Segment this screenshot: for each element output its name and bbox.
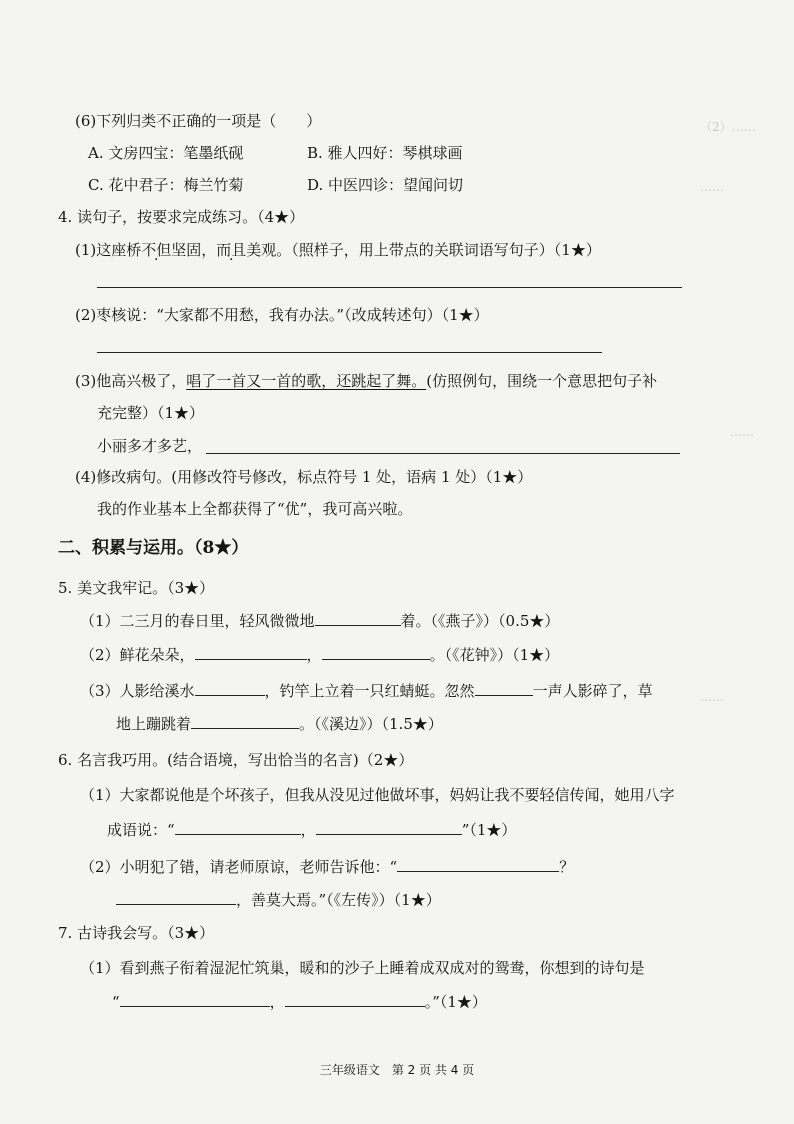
q4-s1-keyword-2: 而且 xyxy=(216,241,247,259)
q4-s3-answer-line[interactable] xyxy=(206,453,680,454)
q6-title: 6. 名言我巧用。(结合语境，写出恰当的名言)（2★） xyxy=(58,751,414,769)
q4-s1 xyxy=(75,239,601,261)
q4-s4-sentence: 我的作业基本上全都获得了“优”，我可高兴啦。 xyxy=(97,500,413,518)
bleed-through: …… xyxy=(730,425,754,439)
q5-s1 xyxy=(80,609,559,632)
q4-s3-post: (仿照例句，围绕一个意思把句子补 xyxy=(426,372,658,390)
q4-s1-answer-line[interactable] xyxy=(97,287,682,288)
q5-s3-line2 xyxy=(116,712,443,735)
q3-6-option-a: A. 文房四宝：笔墨纸砚 xyxy=(88,144,244,162)
q5-s2-blank-1[interactable] xyxy=(195,643,307,660)
q6-s2-line2 xyxy=(116,888,441,911)
q7-s1-c: ， xyxy=(269,993,285,1011)
q6-s1-blank-1[interactable] xyxy=(175,818,301,835)
page-footer: 三年级语文 第 2 页 共 4 页 xyxy=(319,1063,475,1077)
q7-s1-b: “ xyxy=(112,993,120,1011)
q6-s2-c: ，善莫大焉。”（《左传》）（1★） xyxy=(236,891,441,909)
q6-s1-line2 xyxy=(107,818,516,841)
bleed-through: …… xyxy=(700,180,724,194)
q7-s1-blank-1[interactable] xyxy=(120,990,270,1007)
q6-s1-d: ”（1★） xyxy=(461,821,517,839)
q5-s3-d: 地上蹦跳着 xyxy=(116,715,192,733)
q6-s2-b: ？ xyxy=(559,858,575,876)
q4-s3-cont: 充完整）（1★） xyxy=(97,404,205,422)
q4-s3 xyxy=(75,370,657,392)
q4-s1-pre: (1)这座桥 xyxy=(75,241,142,259)
q5-s1-b: 着。（《燕子》）（0.5★） xyxy=(400,612,560,630)
q6-s2-a: （2）小明犯了错，请老师原谅，老师告诉他：“ xyxy=(80,858,398,876)
q7-s1-blank-2[interactable] xyxy=(285,990,425,1007)
q5-s2-b: ， xyxy=(306,646,322,664)
q6-s2 xyxy=(80,855,574,878)
q7-s1-d: 。”（1★） xyxy=(424,993,487,1011)
section-2-title: 二、积累与运用。（8★） xyxy=(58,538,249,558)
q5-s3-blank-3[interactable] xyxy=(191,712,299,729)
q5-s2-a: （2）鲜花朵朵， xyxy=(80,646,195,664)
q4-s1-keyword-1: 不但 xyxy=(141,241,172,259)
q6-s1: （1）大家都说他是个坏孩子，但我从没见过他做坏事，妈妈让我不要轻信传闻，她用八字 xyxy=(80,786,675,804)
bleed-through: …… xyxy=(700,690,724,704)
q5-s3-c: 一声人影碎了，草 xyxy=(532,682,653,700)
q3-6-option-d: D. 中医四诊：望闻问切 xyxy=(307,176,464,194)
q6-s1-b: 成语说：“ xyxy=(107,821,175,839)
q3-6-option-c: C. 花中君子：梅兰竹菊 xyxy=(88,176,244,194)
q6-s2-blank-1[interactable] xyxy=(397,855,559,872)
q5-s3-blank-1[interactable] xyxy=(195,679,265,696)
q4-s2: (2)枣核说：“大家都不用愁，我有办法。”（改成转述句）（1★） xyxy=(75,306,489,324)
q5-s1-a: （1）二三月的春日里，轻风微微地 xyxy=(80,612,315,630)
q4-s1-post: 美观。（照样子，用上带点的关联词语写句子）（1★） xyxy=(246,241,601,259)
q6-s1-c: ， xyxy=(300,821,316,839)
q5-s3-blank-2[interactable] xyxy=(475,679,533,696)
q4-s4: (4)修改病句。(用修改符号修改，标点符号 1 处，语病 1 处）（1★） xyxy=(75,468,533,486)
q7-s1-line2 xyxy=(112,990,487,1013)
q4-s1-mid: 坚固， xyxy=(171,241,217,259)
q5-s1-blank[interactable] xyxy=(315,609,401,626)
q3-6-stem: (6)下列归类不正确的一项是（ ） xyxy=(75,112,322,130)
q5-s2 xyxy=(80,643,559,666)
q5-s2-blank-2[interactable] xyxy=(322,643,430,660)
q6-s1-blank-2[interactable] xyxy=(316,818,462,835)
q4-s2-answer-line[interactable] xyxy=(97,352,602,353)
q5-s2-c: 。（《花钟》）（1★） xyxy=(429,646,560,664)
q6-s2-blank-2[interactable] xyxy=(116,888,236,905)
q5-title: 5. 美文我牢记。（3★） xyxy=(58,579,215,597)
q5-s3-a: （3）人影给溪水 xyxy=(80,682,195,700)
q3-6-option-b: B. 雅人四好：琴棋球画 xyxy=(307,144,463,162)
q7-title: 7. 古诗我会写。（3★） xyxy=(58,924,215,942)
bleed-through: （2）…… xyxy=(700,120,756,134)
q4-s3-prompt: 小丽多才多艺， xyxy=(97,437,203,455)
q4-s3-pre: (3)他高兴极了， xyxy=(75,372,187,390)
q4-title: 4. 读句子，按要求完成练习。（4★） xyxy=(58,208,305,226)
q5-s3-e: 。（《溪边》）（1.5★） xyxy=(299,715,443,733)
q5-s3-b: ，钓竿上立着一只红蜻蜓。忽然 xyxy=(264,682,475,700)
q5-s3 xyxy=(80,679,653,702)
q4-s3-example: 唱了一首又一首的歌，还跳起了舞。 xyxy=(186,372,427,390)
q7-s1: （1）看到燕子衔着湿泥忙筑巢，暖和的沙子上睡着成双成对的鸳鸯，你想到的诗句是 xyxy=(80,959,645,977)
